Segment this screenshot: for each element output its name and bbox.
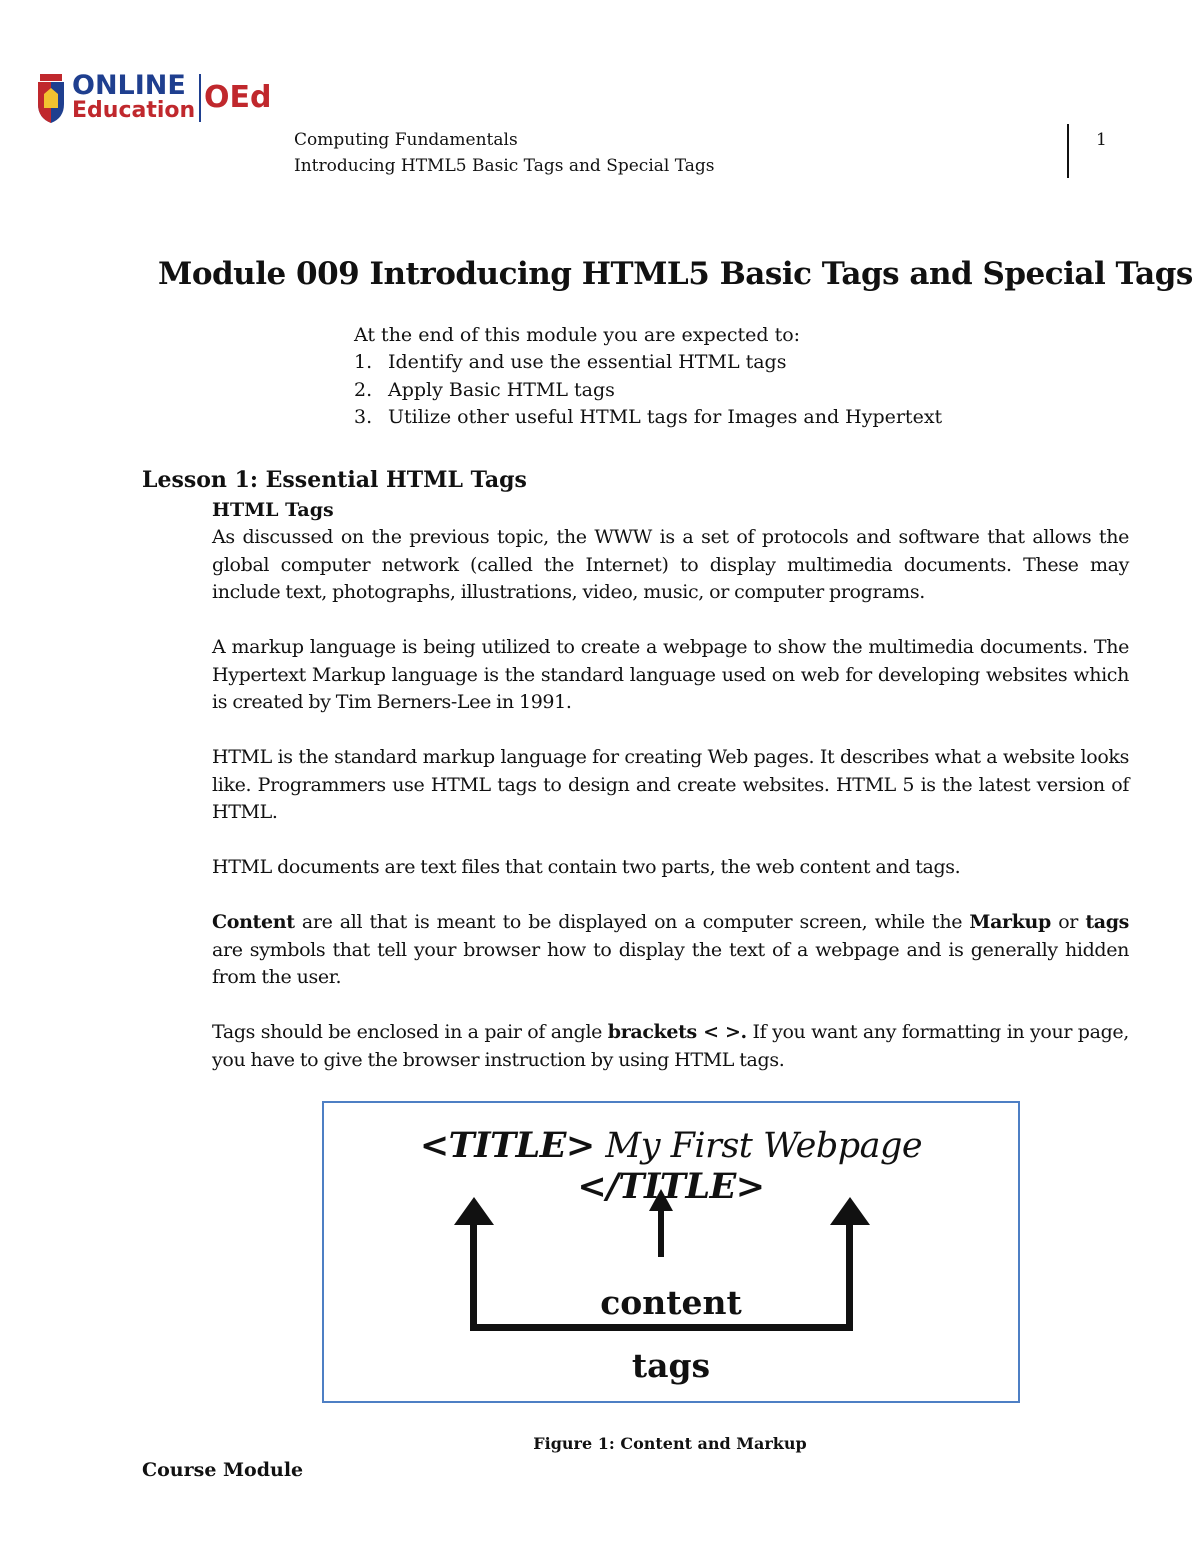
paragraph-brackets bbox=[212, 1019, 1129, 1074]
arrow-connector bbox=[470, 1324, 853, 1331]
text-run: are symbols that tell your browser how to display the text of a webpage and is generally hidden from the user. bbox=[212, 938, 1129, 988]
figure-content-markup bbox=[322, 1101, 1020, 1403]
paragraph-content-markup bbox=[212, 909, 1129, 992]
footer-label: Course Module bbox=[142, 1459, 304, 1481]
lesson-subheading: HTML Tags bbox=[212, 499, 334, 521]
logo-mark: OEd bbox=[204, 80, 272, 115]
objectives-intro: At the end of this module you are expected to: bbox=[354, 324, 801, 346]
logo-text-education: Education bbox=[72, 98, 196, 123]
figure-title-line bbox=[324, 1125, 1018, 1207]
figure-content-label: content bbox=[600, 1283, 742, 1322]
objective-text: Utilize other useful HTML tags for Images and Hypertext bbox=[388, 406, 943, 428]
arrow-shaft bbox=[658, 1209, 664, 1257]
objective-number: 2. bbox=[354, 379, 373, 401]
lesson-heading: Lesson 1: Essential HTML Tags bbox=[142, 467, 527, 493]
objective-item bbox=[354, 377, 615, 405]
header-course: Computing Fundamentals bbox=[294, 130, 518, 150]
objective-item bbox=[354, 349, 786, 377]
paragraph: A markup language is being utilized to create a webpage to show the multimedia documents. The Hypertext Markup language is the standard language used on web for developing websites which is created by Tim Berners-Lee in 1991. bbox=[212, 636, 1129, 713]
logo-text-online: ONLINE bbox=[72, 70, 186, 101]
page-number: 1 bbox=[1096, 130, 1107, 150]
paragraph: HTML is the standard markup language for creating Web pages. It describes what a website looks like. Programmers use HTML tags to design and create websites. HTML 5 is the latest version of HTML. bbox=[212, 746, 1129, 823]
shield-icon bbox=[36, 74, 66, 124]
figure-tags-label: tags bbox=[631, 1346, 711, 1385]
paragraph: As discussed on the previous topic, the WWW is a set of protocols and software that allows the global computer network (called the Internet) to display multimedia documents. These may include text, photographs, illustrations, video, music, or computer programs. bbox=[212, 526, 1129, 603]
objective-text: Identify and use the essential HTML tags bbox=[388, 351, 787, 373]
header-rule bbox=[1067, 124, 1069, 178]
figure-text: My First Webpage bbox=[594, 1126, 923, 1166]
logo-divider bbox=[199, 74, 201, 122]
header-topic: Introducing HTML5 Basic Tags and Special Tags bbox=[294, 156, 715, 176]
figure-caption: Figure 1: Content and Markup bbox=[533, 1434, 807, 1453]
objective-number: 1. bbox=[354, 351, 373, 373]
bold-term: Markup bbox=[969, 911, 1051, 933]
paragraph: HTML documents are text files that contain two parts, the web content and tags. bbox=[212, 856, 961, 878]
objective-text: Apply Basic HTML tags bbox=[388, 379, 615, 401]
open-tag: <TITLE> bbox=[419, 1125, 595, 1166]
bold-term: tags bbox=[1085, 911, 1129, 933]
text-run: If you want any formatting in your page, you have to give the browser instruction by using HTML tags. bbox=[212, 1021, 1129, 1071]
objective-item bbox=[354, 404, 942, 432]
oed-logo bbox=[36, 70, 276, 130]
text-run: or bbox=[1050, 911, 1086, 933]
text-run: Tags should be enclosed in a pair of angle bbox=[212, 1021, 608, 1043]
close-tag: </TITLE> bbox=[577, 1166, 765, 1207]
objective-number: 3. bbox=[354, 406, 373, 428]
text-run: are all that is meant to be displayed on a computer screen, while the bbox=[294, 911, 970, 933]
bold-term: Content bbox=[212, 911, 295, 933]
bold-term: brackets < >. bbox=[607, 1021, 747, 1043]
page-title: Module 009 Introducing HTML5 Basic Tags and Special Tags bbox=[158, 256, 1193, 292]
